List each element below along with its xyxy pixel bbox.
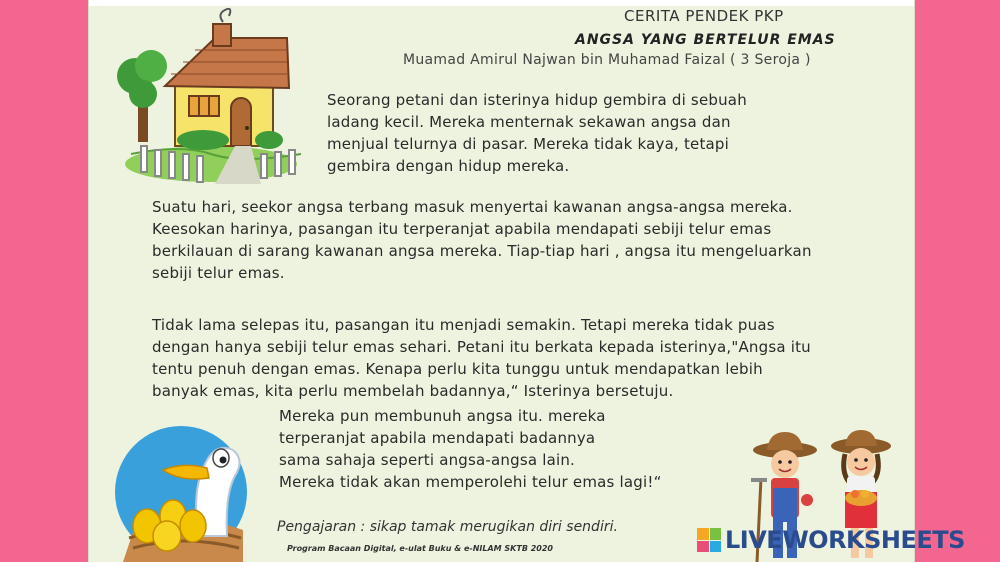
liveworksheets-logo[interactable] [697,526,965,554]
text-line: Suatu hari, seekor angsa terbang masuk menyertai kawanan angsa-angsa mereka. [152,198,793,216]
text-line: Mereka pun membunuh angsa itu. mereka [279,407,606,425]
story-paragraph-4 [279,405,699,493]
story-paragraph-3 [152,314,872,402]
header-title: CERITA PENDEK PKP [624,7,784,25]
house-icon [111,4,311,192]
text-line: berkilauan di sarang kawanan angsa mereka. Tiap-tiap hari , angsa itu mengeluarkan [152,242,812,260]
text-line: sama sahaja seperti angsa-angsa lain. [279,451,576,469]
text-line: Tidak lama selepas itu, pasangan itu menjadi semakin. Tetapi mereka tidak puas [152,316,775,334]
text-line: terperanjat apabila mendapati badannya [279,429,596,447]
text-line: Mereka tidak akan memperolehi telur emas lagi!“ [279,473,662,491]
text-line: dengan hanya sebiji telur emas sehari. Petani itu berkata kepada isterinya,"Angsa itu [152,338,811,356]
text-line: sebiji telur emas. [152,264,285,282]
story-paragraph-2 [152,196,872,284]
text-line: ladang kecil. Mereka menternak sekawan angsa dan [327,113,731,131]
text-line: menjual telurnya di pasar. Mereka tidak kaya, tetapi [327,135,730,153]
text-line: gembira dengan hidup mereka. [327,157,570,175]
text-line: Seorang petani dan isterinya hidup gembira di sebuah [327,91,747,109]
brand-name: LIVEWORKSHEETS [725,526,965,554]
story-paragraph-1 [327,89,867,177]
lesson-text: Pengajaran : sikap tamak merugikan diri sendiri. [277,519,618,535]
goose-with-golden-eggs-icon [103,412,253,562]
liveworksheets-tiles-icon [697,528,721,552]
text-line: Keesokan harinya, pasangan itu terperanjat apabila mendapati sebiji telur emas [152,220,772,238]
story-title: ANGSA YANG BERTELUR EMAS [575,32,836,48]
program-note: Program Bacaan Digital, e-ulat Buku & e-NILAM SKTB 2020 [287,544,553,553]
text-line: banyak emas, kita perlu membelah badannya,“ Isterinya bersetuju. [152,382,674,400]
worksheet-page [88,0,915,562]
author-line: Muamad Amirul Najwan bin Muhamad Faizal ( 3 Seroja ) [403,52,811,68]
text-line: tentu penuh dengan emas. Kenapa perlu kita tunggu untuk mendapatkan lebih [152,360,763,378]
